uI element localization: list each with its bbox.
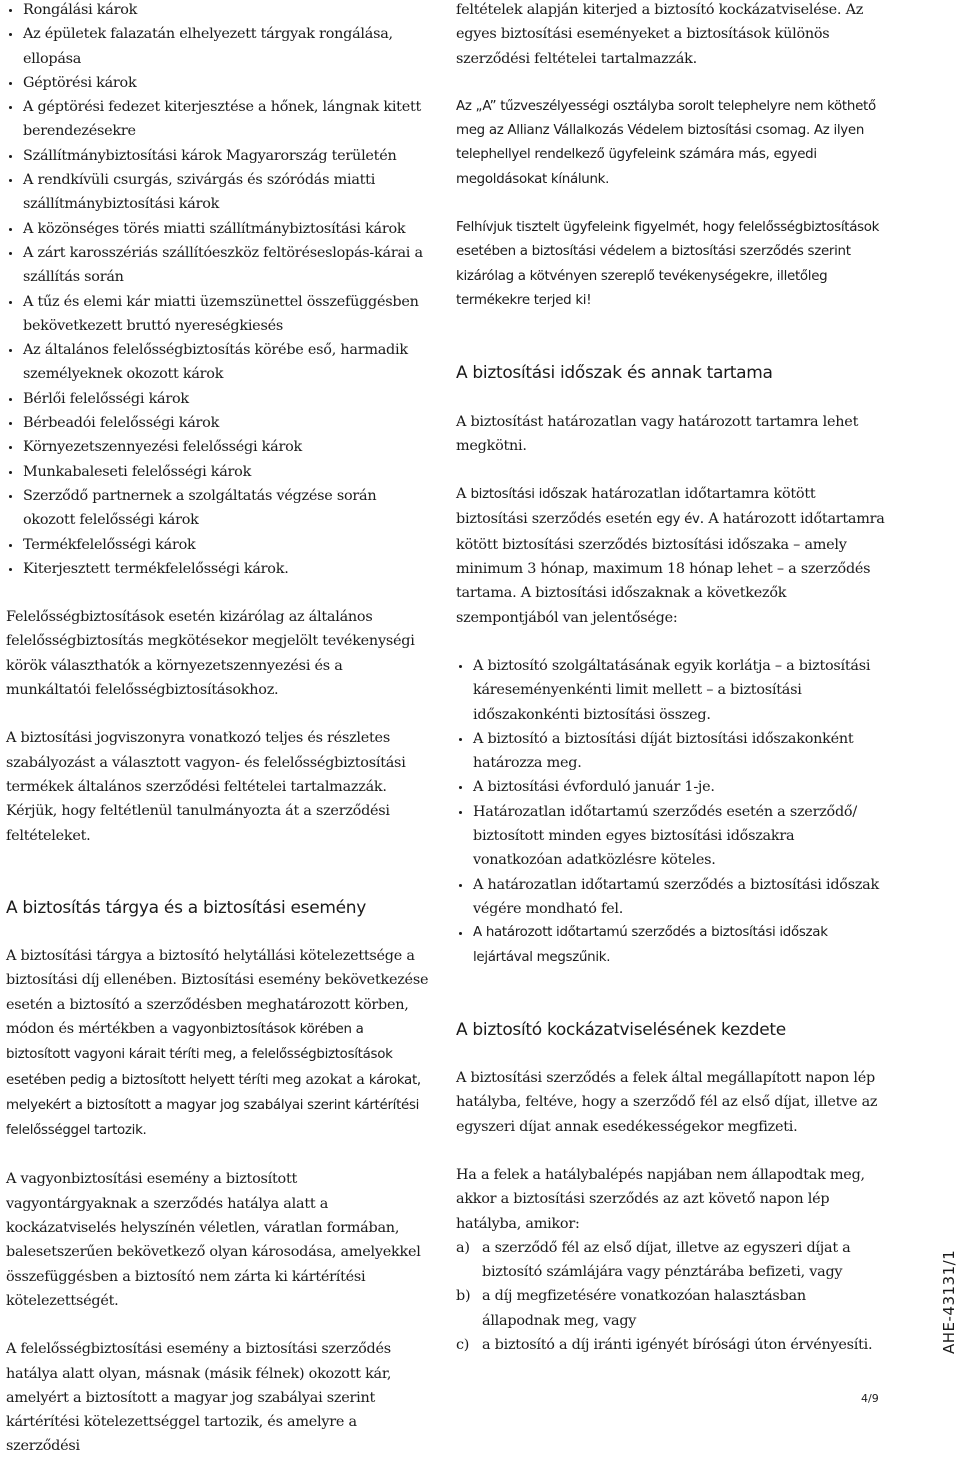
list-item: A biztosító szolgáltatásának egyik korlátja – a biztosítási káreseményenkénti limit mellett – a biztosítási időszakonkénti biztosítási összeg. — [456, 654, 886, 727]
right-column — [456, 0, 886, 1357]
list-item: A határozott időtartamú szerződés a biztosítási időszak lejártával megszűnik. — [456, 921, 886, 970]
start-conditions-list — [456, 1236, 886, 1357]
list-item — [456, 1284, 886, 1333]
list-item: A géptörési fedezet kiterjesztése a hőnek, lángnak kitett berendezésekre — [6, 95, 431, 144]
list-item: Géptörési károk — [6, 71, 431, 95]
list-item — [456, 1333, 886, 1357]
liability-event-paragraph: A felelősségbiztosítási esemény a biztosítási szerződés hatálya alatt olyan, másnak (másik félnek) okozott kár, amelyért a biztosított a magyar jog szabályai szerint kártérítési kötelezettséggel tartozik, és amelyre a szerződési — [6, 1341, 392, 1455]
section-heading-period: A biztosítási időszak és annak tartama — [456, 363, 773, 384]
period-paragraph — [456, 482, 886, 630]
item-text: a díj megfizetésére vonatkozóan halasztásban állapodnak meg, vagy — [482, 1288, 806, 1329]
list-item: Bérlői felelősségi károk — [6, 387, 431, 411]
continued-paragraph: feltételek alapján kiterjed a biztosító kockázatviselése. Az egyes biztosítási eseményeket a biztosítások különös szerződési feltételei tartalmazzák. — [456, 2, 864, 67]
period-text-2: határozatlan időtartamra kötött biztosítási szerződés esetén — [456, 486, 816, 528]
period-highlight: biztosítási időszak — [470, 487, 587, 503]
period-text-3: . A határozott időtartamra kötött biztosítási szerződés biztosítási időszaka – amely minimum 3 hónap, maximum 18 hónap lehet – a szerződés tartama. A biztosítási időszaknak a következők szempontjából van jelentősége: — [456, 511, 885, 626]
list-item: Munkabaleseti felelősségi károk — [6, 460, 431, 484]
list-item: A rendkívüli csurgás, szivárgás és szóródás miatti szállítmánybiztosítási károk — [6, 168, 431, 217]
list-item: Rongálási károk — [6, 0, 431, 22]
subject-text: A biztosítási tárgya a biztosító helytállási kötelezettsége a biztosítási díj ellenében. Biztosítási esemény bekövetkezése esetén a biztosító a szerződésben meghatározott körben, módon és mértékben a — [6, 948, 429, 1037]
list-item: Határozatlan időtartamú szerződés esetén a szerződő/ biztosított minden egyes biztosítási időszakra vonatkozóan adatközlésre köteles. — [456, 800, 886, 873]
liability-paragraph: Felelősségbiztosítások esetén kizárólag az általános felelősségbiztosítás megkötésekor megjelölt tevékenységi körök választhatók a környezetszennyezési és a munkáltatói felelősségbiztosításokhoz. — [6, 609, 415, 699]
category-a-note: Az „A” tűzveszélyességi osztályba sorolt telephelyre nem köthető meg az Allianz Vállalkozás Védelem biztosítási csomag. Az ilyen telephellyel rendelkező ügyfeleink számára más, egyedi megoldásokat kínálunk. — [456, 98, 876, 187]
list-item: A közönséges törés miatti szállítmánybiztosítási károk — [6, 217, 431, 241]
period-significance-list — [456, 654, 886, 970]
item-label: c) — [456, 1337, 470, 1354]
property-event-paragraph: A vagyonbiztosítási esemény a biztosított vagyontárgyaknak a szerződés hatálya alatt a kockázatviselés helyszínén véletlen, váratlan formában, balesetszerűen bekövetkező olyan károsodása, amelyekkel összefüggésben a biztosító nem zárta ki kártérítési kötelezettségét. — [6, 1171, 421, 1309]
period-text: A — [456, 486, 471, 503]
left-column — [6, 0, 431, 1459]
start-paragraph: A biztosítási szerződés a felek által megállapított napon lép hatályba, feltéve, hogy a szerződő fél az első díjat, illetve az egyszeri díjat annak esedékességekor megfizeti. — [456, 1070, 878, 1135]
list-item: A zárt karosszériás szállítóeszköz feltöréseslopás-kárai a szállítás során — [6, 241, 431, 290]
legal-paragraph: A biztosítási jogviszonyra vonatkozó teljes és részletes szabályozást a választott vagyon- és felelősségbiztosítási termékek általános szerződési feltételei tartalmazzák. Kérjük, hogy feltétlenül tanulmányozta át a szerződési feltételeket. — [6, 730, 406, 844]
list-item: A biztosító a biztosítási díját biztosítási időszakonként határozza meg. — [456, 727, 886, 776]
period-intro-paragraph: A biztosítást határozatlan vagy határozott tartamra lehet megkötni. — [456, 413, 859, 454]
list-item: Bérbeadói felelősségi károk — [6, 411, 431, 435]
subject-text-2: azokat a — [301, 1071, 369, 1088]
list-item: Termékfelelősségi károk — [6, 533, 431, 557]
list-item: Környezetszennyezési felelősségi károk — [6, 435, 431, 459]
item-text: a biztosító a díj iránti igényét bírósági úton érvényesíti. — [482, 1337, 873, 1354]
damage-type-list — [6, 0, 431, 581]
subject-highlight: vagyonbiztosítások körében a biztosított vagyoni kárait téríti meg, a felelősségbiztosítások esetében pedig a biztosított helyett téríti meg — [6, 1021, 393, 1088]
list-item — [456, 1236, 886, 1285]
document-id: AHE-43131/1 — [940, 1249, 958, 1354]
list-item: Szerződő partnernek a szolgáltatás végzése során okozott felelősségi károk — [6, 484, 431, 533]
item-text: a szerződő fél az első díjat, illetve az egyszeri díjat a biztosító számlájára vagy pénztárába befizeti, vagy — [482, 1239, 851, 1281]
list-item: Szállítmánybiztosítási károk Magyarország területén — [6, 144, 431, 168]
list-item: Kiterjesztett termékfelelősségi károk. — [6, 557, 431, 581]
list-item: A tűz és elemi kár miatti üzemszünettel összefüggésben bekövetkezett bruttó nyereségkiesés — [6, 290, 431, 339]
list-item: Az általános felelősségbiztosítás körébe eső, harmadik személyeknek okozott károk — [6, 338, 431, 387]
section-heading-start: A biztosító kockázatviselésének kezdete — [456, 1019, 786, 1040]
start-paragraph-2: Ha a felek a hatálybalépés napjában nem állapodtak meg, akkor a biztosítási szerződés az azt követő napon lép hatályba, amikor: — [456, 1166, 865, 1232]
list-item: A határozatlan időtartamú szerződés a biztosítási időszak végére mondható fel. — [456, 873, 886, 922]
period-highlight-2: egy év — [656, 512, 700, 528]
attention-note: Felhívjuk tisztelt ügyfeleink figyelmét, hogy felelősségbiztosítások esetében a biztosítási védelem a biztosítási szerződés szerint kizárólag a kötvényen szereplő tevékenységekre, illetőleg termékekre terjed ki! — [456, 220, 880, 308]
item-label: a) — [456, 1239, 470, 1256]
list-item: A biztosítási évforduló január 1-je. — [456, 775, 886, 799]
subject-highlight-2: károkat, melyekért a biztosított a magyar jog szabályai szerint kártérítési felelősséggel tartozik. — [6, 1072, 421, 1139]
section-heading-subject: A biztosítás tárgya és a biztosítási esemény — [6, 897, 367, 918]
page-number: 4/9 — [861, 1392, 879, 1405]
list-item: Az épületek falazatán elhelyezett tárgyak rongálása, ellopása — [6, 22, 431, 71]
item-label: b) — [456, 1288, 471, 1305]
subject-paragraph — [6, 944, 431, 1143]
